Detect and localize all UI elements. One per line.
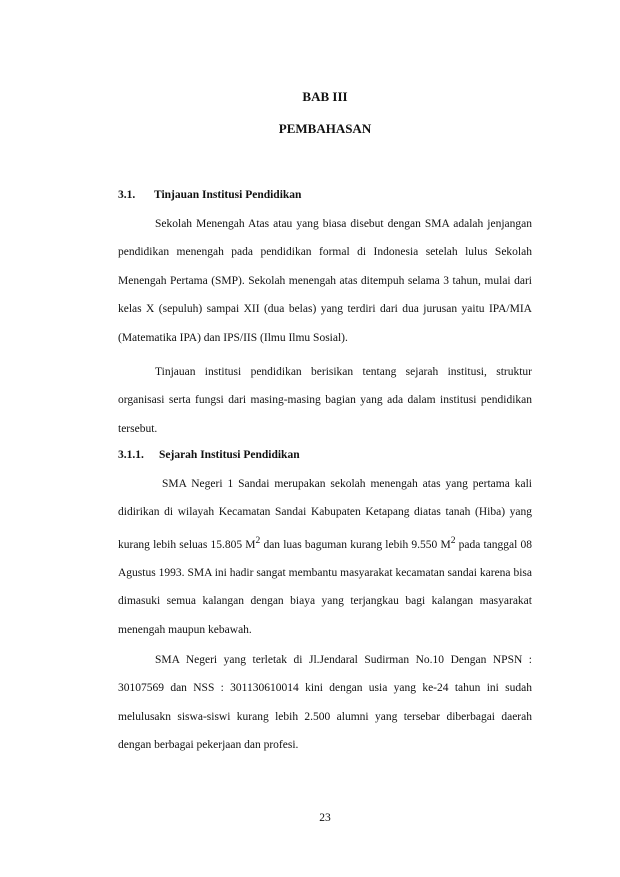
section-heading-3-1: [118, 189, 532, 201]
paragraph-sma-definition: Sekolah Menengah Atas atau yang biasa disebut dengan SMA adalah jenjangan pendidikan menengah pada pendidikan formal di Indonesia setelah lulus Sekolah Menengah Pertama (SMP). Sekolah menengah atas ditempuh selama 3 tahun, mulai dari kelas X (sepuluh) sampai XII (dua belas) yang terdiri dari dua jurusan yaitu IPA/MIA (Matematika IPA) dan IPS/IIS (Ilmu Ilmu Sosial).: [118, 218, 532, 344]
paragraph-school-history: [118, 470, 532, 644]
page-number: 23: [319, 812, 331, 824]
section-heading-3-1-1: [118, 449, 532, 461]
section-title: Sejarah Institusi Pendidikan: [159, 449, 300, 461]
section-number: 3.1.: [118, 189, 136, 201]
superscript-2: 2: [450, 534, 456, 546]
section-number: 3.1.1.: [118, 449, 144, 461]
history-text-part-a: SMA Negeri 1 Sandai merupakan sekolah menengah atas yang pertama kali didirikan di wilayah Kecamatan Sandai Kabupaten Ketapang diatas tanah (Hiba) yang kurang lebih seluas 15.805 M: [118, 478, 532, 551]
history-text-part-c: pada tanggal 08 Agustus 1993. SMA ini hadir sangat membantu masyarakat kecamatan sandai karena bisa dimasuki semua kalangan dengan biaya yang terjangkau bagi kalangan masyarakat menengah maupun kebawah.: [118, 538, 533, 636]
paragraph-institution-overview: Tinjauan institusi pendidikan berisikan tentang sejarah institusi, struktur organisasi serta fungsi dari masing-masing bagian yang ada dalam institusi pendidikan tersebut.: [118, 366, 532, 435]
section-title: Tinjauan Institusi Pendidikan: [154, 189, 302, 201]
chapter-subtitle: PEMBAHASAN: [278, 121, 372, 136]
paragraph-school-location: SMA Negeri yang terletak di Jl.Jendaral Sudirman No.10 Dengan NPSN : 30107569 dan NSS : 301130610014 kini dengan usia yang ke-24 tahun ini sudah melulusakn siswa-siswi kurang lebih 2.500 alumni yang tersebar diberbagai daerah dengan berbagai pekerjaan dan profesi.: [118, 654, 532, 752]
superscript-2: 2: [255, 534, 261, 546]
chapter-title: BAB III: [302, 89, 348, 104]
history-text-part-b: dan luas baguman kurang lebih 9.550 M: [260, 538, 451, 551]
